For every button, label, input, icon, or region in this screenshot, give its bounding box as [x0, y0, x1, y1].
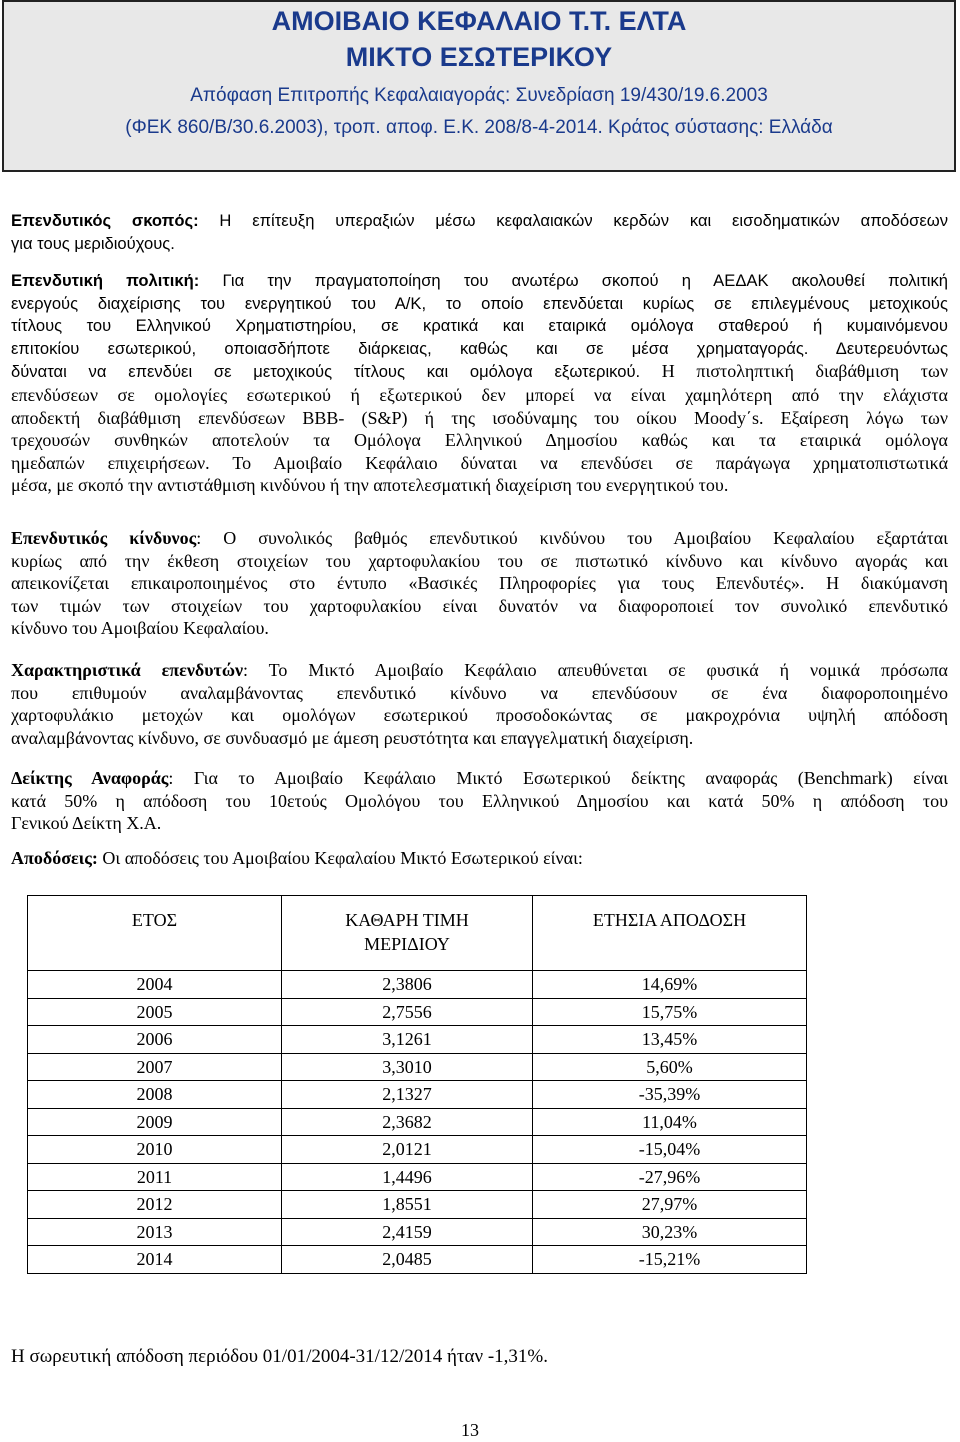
policy-line: μέσα, με σκοπό την αντιστάθμιση κινδύνου ή την αποτελεσματική διαχείριση του ενεργητικού του. — [11, 475, 729, 496]
returns-intro — [11, 847, 948, 870]
fund-title-line1: ΑΜΟΙΒΑΙΟ ΚΕΦΑΛΑΙΟ Τ.Τ. ΕΛΤΑ — [271, 6, 687, 36]
nav-cell: 2,3806 — [282, 971, 533, 999]
return-cell: -15,04% — [533, 1136, 807, 1164]
return-cell: 14,69% — [533, 971, 807, 999]
cumulative-return: Η σωρευτική απόδοση περιόδου 01/01/2004-31/12/2014 ήταν -1,31%. — [11, 1346, 549, 1367]
benchmark-line: : Για το Αμοιβαίο Κεφάλαιο Μικτό Εσωτερικού δείκτης αναφοράς (Benchmark) είναι — [168, 768, 948, 788]
return-cell: 11,04% — [533, 1108, 807, 1136]
header-annual-return: ΕΤΗΣΙΑ ΑΠΟΔΟΣΗ — [533, 896, 807, 971]
policy-line: αποδεκτή διαβάθμιση επενδύσεων BBB- (S&P) ή της ισοδύναμης του οίκου Moody΄s. Εξαίρεση λόγω των — [11, 407, 948, 428]
fund-gazette-line: (ΦΕΚ 860/Β/30.6.2003), τροπ. αποφ. Ε.Κ. 208/8-4-2014. Κράτος σύστασης: Ελλάδα — [125, 117, 833, 138]
nav-cell: 1,8551 — [282, 1191, 533, 1219]
nav-cell: 2,0121 — [282, 1136, 533, 1164]
year-cell: 2006 — [28, 1026, 282, 1054]
table-header-row — [28, 896, 807, 971]
benchmark-line: κατά 50% η απόδοση του 10ετούς Ομολόγου του Ελληνικού Δημοσίου και κατά 50% η απόδοση του — [11, 790, 948, 811]
nav-cell: 3,3010 — [282, 1053, 533, 1081]
benchmark-line: Γενικού Δείκτη Χ.Α. — [11, 813, 162, 834]
table-row — [28, 1026, 807, 1054]
policy-line: Η πιστοληπτική διαβάθμιση των — [661, 361, 948, 382]
year-cell: 2011 — [28, 1163, 282, 1191]
risk-line: κυρίως από την έκθεση στοιχείων του χαρτοφυλακίου του σε πιστωτικό κίνδυνο και κίνδυνο αγοράς και — [11, 550, 948, 571]
nav-cell: 2,4159 — [282, 1218, 533, 1246]
year-cell: 2005 — [28, 998, 282, 1026]
objective-paragraph — [11, 210, 948, 255]
year-cell: 2014 — [28, 1246, 282, 1274]
policy-line: επιτοκίου εσωτερικού, οποιασδήποτε διάρκειας, καθώς και σε μέσα χρηματαγοράς. Δευτερευόντως — [11, 338, 948, 358]
policy-line: ενεργούς διαχείρισης του ενεργητικού του Α/Κ, το οποίο επενδύεται κυρίως σε επιλεγμένους μετοχικούς — [11, 293, 948, 313]
table-row — [28, 1053, 807, 1081]
benchmark-paragraph — [11, 767, 948, 835]
nav-cell: 1,4496 — [282, 1163, 533, 1191]
year-cell: 2010 — [28, 1136, 282, 1164]
table-row — [28, 1218, 807, 1246]
investors-label: Χαρακτηριστικά επενδυτών — [11, 660, 244, 680]
table-row — [28, 1246, 807, 1274]
objective-line1: Η επίτευξη υπεραξιών μέσω κεφαλαιακών κερδών και εισοδηματικών αποδόσεων — [219, 211, 948, 230]
returns-label: Αποδόσεις: — [11, 848, 98, 868]
year-cell: 2004 — [28, 971, 282, 999]
table-row — [28, 1108, 807, 1136]
investors-line: : Το Μικτό Αμοιβαίο Κεφάλαιο απευθύνεται σε φυσικά ή νομικά πρόσωπα — [243, 660, 948, 680]
year-cell: 2008 — [28, 1081, 282, 1109]
investors-paragraph — [11, 659, 948, 749]
return-cell: -35,39% — [533, 1081, 807, 1109]
risk-line: των τιμών των στοιχείων του χαρτοφυλακίου είναι δυνατόν να διαφοροποιεί τον συνολικό επενδυτικό — [11, 595, 948, 616]
return-cell: -27,96% — [533, 1163, 807, 1191]
risk-label: Επενδυτικός κίνδυνος — [11, 528, 197, 548]
policy-line: δύναται να επενδύει σε μετοχικούς τίτλους και ομόλογα εξωτερικού. — [11, 362, 641, 382]
policy-line: ημεδαπών επιχειρήσεων. Το Αμοιβαίο Κεφάλαιο δύναται να επενδύσει σε παράγωγα χρηματοπιστωτικά — [11, 452, 948, 473]
returns-intro-text: Οι αποδόσεις του Αμοιβαίου Κεφαλαίου Μικτό Εσωτερικού είναι: — [102, 848, 583, 868]
table-row — [28, 1163, 807, 1191]
returns-table-body — [28, 971, 807, 1274]
objective-line2: για τους μεριδιούχους. — [11, 233, 175, 253]
risk-line: κίνδυνο του Αμοιβαίου Κεφαλαίου. — [11, 618, 269, 639]
return-cell: 5,60% — [533, 1053, 807, 1081]
table-row — [28, 1191, 807, 1219]
return-cell: 13,45% — [533, 1026, 807, 1054]
page-number: 13 — [461, 1420, 479, 1440]
header-nav: ΚΑΘΑΡΗ ΤΙΜΗ ΜΕΡΙΔΙΟΥ — [282, 896, 533, 971]
policy-line: τίτλους του Ελληνικού Χρηματιστηρίου, σε κρατικά και εταιρικά ομόλογα σταθερού ή κυμαινόμενου — [11, 316, 948, 336]
risk-line: : Ο συνολικός βαθμός επενδυτικού κινδύνου του Αμοιβαίου Κεφαλαίου εξαρτάται — [196, 528, 948, 548]
nav-cell: 2,3682 — [282, 1108, 533, 1136]
returns-table — [27, 895, 807, 1274]
investors-line: χαρτοφυλάκιο μετοχών και ομολόγων εσωτερικού προσοδοκώντας σε μακροχρόνια υψηλή απόδοση — [11, 705, 948, 726]
fund-title-line2: ΜΙΚΤΟ ΕΣΩΤΕΡΙΚΟΥ — [345, 42, 613, 72]
fund-header-box — [2, 0, 956, 172]
nav-cell: 2,1327 — [282, 1081, 533, 1109]
table-row — [28, 1136, 807, 1164]
risk-paragraph — [11, 527, 948, 640]
policy-paragraph — [11, 270, 948, 497]
nav-cell: 2,0485 — [282, 1246, 533, 1274]
benchmark-label: Δείκτης Αναφοράς — [11, 768, 169, 788]
table-row — [28, 1081, 807, 1109]
return-cell: 30,23% — [533, 1218, 807, 1246]
return-cell: 27,97% — [533, 1191, 807, 1219]
investors-line: αναλαμβάνοντας κίνδυνο, σε συνδυασμό με άμεση ρευστότητα και επαγγελματική διαχείριση. — [11, 727, 694, 748]
policy-line: τρεχουσών συνθηκών αποτελούν τα Ομόλογα Ελληνικού Δημοσίου καθώς και τα εταιρικά ομόλογα — [11, 430, 948, 451]
year-cell: 2007 — [28, 1053, 282, 1081]
year-cell: 2012 — [28, 1191, 282, 1219]
objective-label: Επενδυτικός σκοπός: — [11, 211, 199, 230]
table-row — [28, 971, 807, 999]
policy-label: Επενδυτική πολιτική: — [11, 271, 200, 290]
policy-line: Για την πραγματοποίηση του ανωτέρω σκοπού η ΑΕΔΑΚ ακολουθεί πολιτική — [222, 271, 948, 290]
header-year: ΕΤΟΣ — [28, 896, 282, 971]
nav-cell: 2,7556 — [282, 998, 533, 1026]
year-cell: 2009 — [28, 1108, 282, 1136]
year-cell: 2013 — [28, 1218, 282, 1246]
fund-decision-line: Απόφαση Επιτροπής Κεφαλαιαγοράς: Συνεδρίαση 19/430/19.6.2003 — [190, 85, 768, 106]
table-row — [28, 998, 807, 1026]
risk-line: απεικονίζεται επικαιροποιημένος στο έντυπο «Βασικές Πληροφορίες για τους Επενδυτές». Η διακύμανση — [11, 573, 948, 594]
nav-cell: 3,1261 — [282, 1026, 533, 1054]
policy-line: επενδύσεων σε ομολογίες εσωτερικού ή εξωτερικού δεν μπορεί να είναι χαμηλότερη από την ελάχιστα — [11, 384, 948, 405]
return-cell: -15,21% — [533, 1246, 807, 1274]
investors-line: που επιθυμούν αναλαμβάνοντας επενδυτικό κίνδυνο να επενδύσουν σε ένα διαφοροποιημένο — [11, 682, 948, 703]
return-cell: 15,75% — [533, 998, 807, 1026]
